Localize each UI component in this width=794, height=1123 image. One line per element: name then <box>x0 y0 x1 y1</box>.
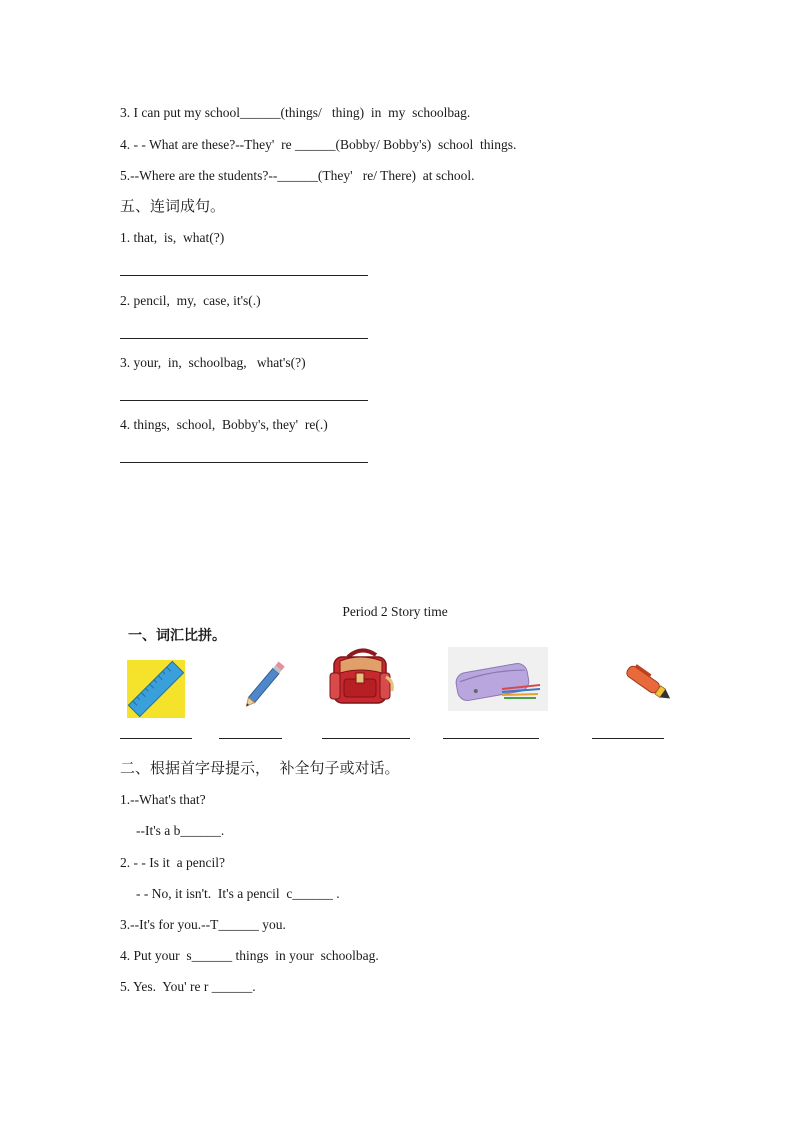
schoolbag-icon <box>326 647 396 709</box>
answer-line-2[interactable] <box>120 338 368 339</box>
vocab-blank-3[interactable] <box>322 738 410 739</box>
answer-line-4[interactable] <box>120 462 368 463</box>
fill-q4: 4. Put your s______ things in your schoolbag. <box>120 948 379 963</box>
pencil-case-icon <box>448 647 548 711</box>
pen-icon <box>620 660 676 706</box>
reorder-q2: 2. pencil, my, case, it's(.) <box>120 293 261 308</box>
reorder-q3: 3. your, in, schoolbag, what's(?) <box>120 355 306 370</box>
vocab-blank-2[interactable] <box>219 738 282 739</box>
fill-q1a: 1.--What's that? <box>120 792 206 807</box>
answer-line-1[interactable] <box>120 275 368 276</box>
answer-line-3[interactable] <box>120 400 368 401</box>
line-q5-students: 5.--Where are the students?--______(They' re/ There) at school. <box>120 168 475 183</box>
pencil-icon <box>236 656 294 712</box>
vocab-blank-5[interactable] <box>592 738 664 739</box>
reorder-q4: 4. things, school, Bobby's, they' re(.) <box>120 417 328 432</box>
vocab-blank-4[interactable] <box>443 738 539 739</box>
period-title: Period 2 Story time <box>342 604 448 619</box>
section-5-heading: 五、连词成句。 <box>120 197 226 215</box>
fill-q1b: --It's a b______. <box>136 823 225 838</box>
fill-q5: 5. Yes. You' re r ______. <box>120 979 256 994</box>
vocab-heading: 一、词汇比拼。 <box>128 628 226 644</box>
section-2-heading: 二、根据首字母提示， 补全句子或对话。 <box>120 759 400 777</box>
fill-q2b: - - No, it isn't. It's a pencil c______ . <box>136 886 340 901</box>
reorder-q1: 1. that, is, what(?) <box>120 230 225 245</box>
line-q4-bobby: 4. - - What are these?--They' re ______(Bobby/ Bobby's) school things. <box>120 137 517 152</box>
vocab-blank-1[interactable] <box>120 738 192 739</box>
line-q3-things: 3. I can put my school______(things/ thing) in my schoolbag. <box>120 105 471 120</box>
fill-q2a: 2. - - Is it a pencil? <box>120 855 225 870</box>
fill-q3: 3.--It's for you.--T______ you. <box>120 917 286 932</box>
ruler-icon <box>127 660 185 718</box>
